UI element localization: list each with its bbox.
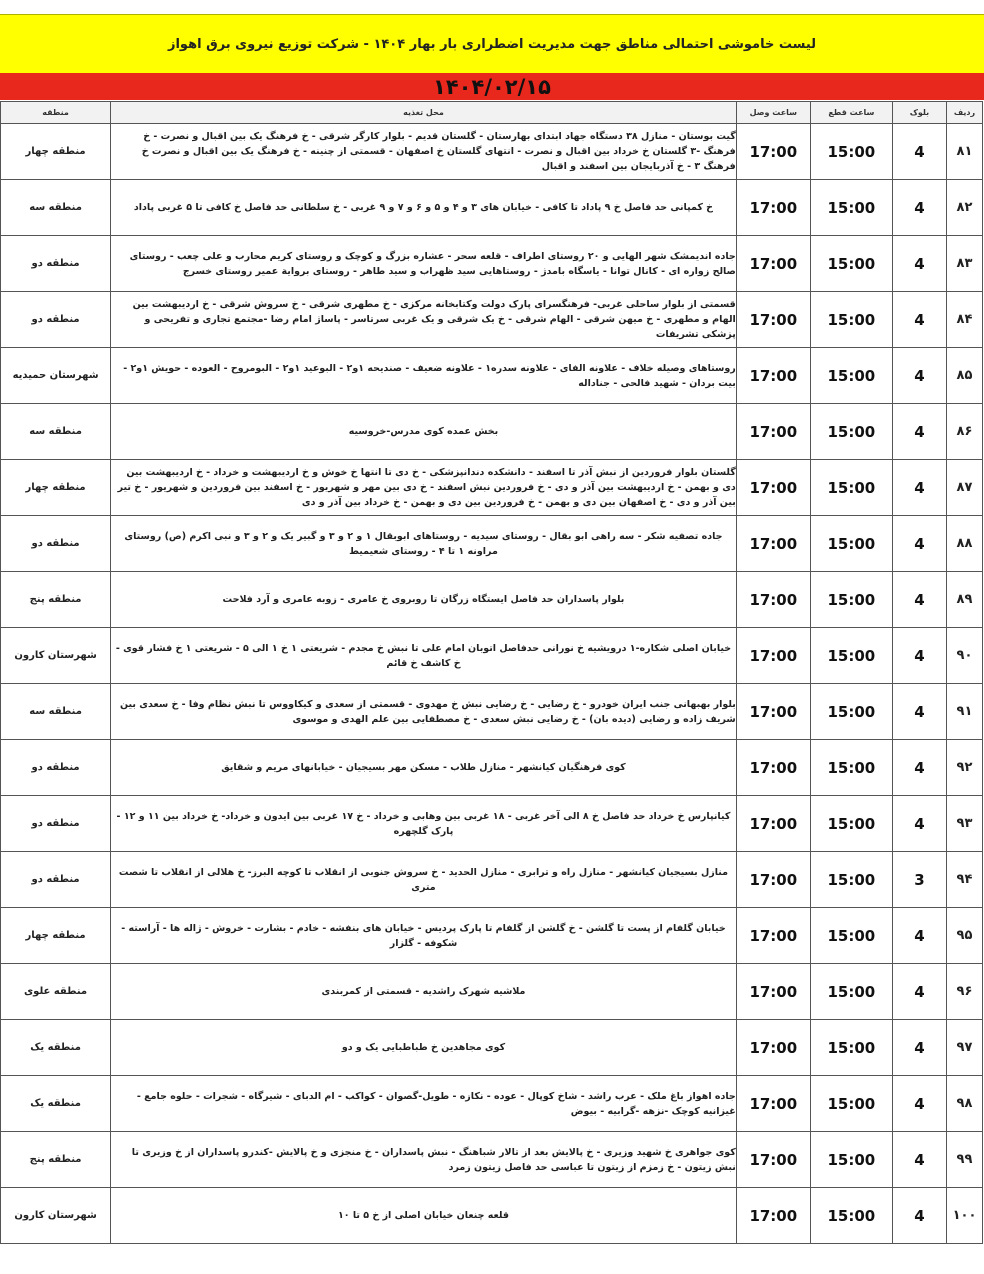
location-cell: کوی مجاهدین خ طباطبایی یک و دو <box>111 1020 737 1076</box>
table-row <box>1 572 983 628</box>
row-number-cell: ۸۵ <box>946 348 982 404</box>
cut-time-cell: 15:00 <box>810 908 892 964</box>
document-title: لیست خاموشی احتمالی مناطق جهت مدیریت اضطراری بار بهار ۱۴۰۴ - شرکت توزیع نیروی برق اهواز <box>0 14 984 74</box>
region-cell: شهرستان حمیدیه <box>1 348 111 404</box>
block-cell: 4 <box>892 1188 946 1244</box>
row-number-cell: ۸۷ <box>946 460 982 516</box>
cut-time-cell: 15:00 <box>810 460 892 516</box>
location-cell: قلعه چنعان خیابان اصلی از خ ۵ تا ۱۰ <box>111 1188 737 1244</box>
cut-time-cell: 15:00 <box>810 1020 892 1076</box>
row-number-cell: ۹۳ <box>946 796 982 852</box>
table-row <box>1 460 983 516</box>
cut-time-cell: 15:00 <box>810 236 892 292</box>
connect-time-cell: 17:00 <box>736 292 810 348</box>
cut-time-cell: 15:00 <box>810 796 892 852</box>
block-cell: 4 <box>892 404 946 460</box>
cut-time-cell: 15:00 <box>810 964 892 1020</box>
row-number-cell: ۹۷ <box>946 1020 982 1076</box>
block-cell: 3 <box>892 852 946 908</box>
header-location: محل تغذیه <box>111 102 737 124</box>
region-cell: منطقه سه <box>1 684 111 740</box>
block-cell: 4 <box>892 572 946 628</box>
connect-time-cell: 17:00 <box>736 796 810 852</box>
location-cell: جاده اهواز باغ ملک - عرب راشد - شاخ کوپال - عوده - نکازه - طویل-گصوان - کواکب - ام الدبای - شیرگاه - شجرات - حلوه جامع - غیزانیه کوچک -نزهه -گرابیه - بیوض <box>111 1076 737 1132</box>
region-cell: منطقه دو <box>1 852 111 908</box>
table-row <box>1 628 983 684</box>
cut-time-cell: 15:00 <box>810 1132 892 1188</box>
cut-time-cell: 15:00 <box>810 348 892 404</box>
cut-time-cell: 15:00 <box>810 1076 892 1132</box>
block-cell: 4 <box>892 460 946 516</box>
location-cell: جاده اندیمشک شهر الهایی و ۲۰ روستای اطراف - قلعه سحر - عشاره بزرگ و کوچک و روستای کریم محارب و علی چعب - روستای صالح زواره ای - کانال توانا - یاسگاه بامدژ - روستاهایی سید ظهراب و سید طاهر - روستای برواية عمیر روستای خسرج <box>111 236 737 292</box>
table-row <box>1 684 983 740</box>
connect-time-cell: 17:00 <box>736 628 810 684</box>
row-number-cell: ۸۳ <box>946 236 982 292</box>
region-cell: منطقه دو <box>1 796 111 852</box>
region-cell: منطقه دو <box>1 292 111 348</box>
block-cell: 4 <box>892 124 946 180</box>
block-cell: 4 <box>892 292 946 348</box>
table-row <box>1 852 983 908</box>
table-row <box>1 964 983 1020</box>
header-cut-time: ساعت قطع <box>810 102 892 124</box>
region-cell: منطقه علوی <box>1 964 111 1020</box>
table-row <box>1 404 983 460</box>
block-cell: 4 <box>892 908 946 964</box>
location-cell: قسمتی از بلوار ساحلی غربی- فرهنگسرای پارک دولت وکتابخانه مرکزی - خ مطهری شرقی - خ سروش شرقی - خ اردیبهشت بین الهام و مطهری - خ میهن شرقی - الهام شرقی - خ یک شرقی و یک غربی سرتاسر - پاساژ امام رضا -مجتمع تجاری و تفریحی و پزشکی تشریفات <box>111 292 737 348</box>
location-cell: بلوار پاسداران حد فاصل ایستگاه زرگان تا روبروی خ عامری - زوبه عامری و آرد فلاحت <box>111 572 737 628</box>
region-cell: شهرستان کارون <box>1 628 111 684</box>
connect-time-cell: 17:00 <box>736 404 810 460</box>
connect-time-cell: 17:00 <box>736 1188 810 1244</box>
table-row <box>1 908 983 964</box>
block-cell: 4 <box>892 348 946 404</box>
connect-time-cell: 17:00 <box>736 908 810 964</box>
block-cell: 4 <box>892 796 946 852</box>
cut-time-cell: 15:00 <box>810 180 892 236</box>
connect-time-cell: 17:00 <box>736 516 810 572</box>
row-number-cell: ۹۸ <box>946 1076 982 1132</box>
region-cell: منطقه چهار <box>1 124 111 180</box>
location-cell: بخش عمده کوی مدرس-خروسیه <box>111 404 737 460</box>
connect-time-cell: 17:00 <box>736 572 810 628</box>
header-connect-time: ساعت وصل <box>736 102 810 124</box>
region-cell: منطقه یک <box>1 1076 111 1132</box>
cut-time-cell: 15:00 <box>810 292 892 348</box>
connect-time-cell: 17:00 <box>736 684 810 740</box>
region-cell: منطقه چهار <box>1 908 111 964</box>
cut-time-cell: 15:00 <box>810 740 892 796</box>
region-cell: منطقه سه <box>1 404 111 460</box>
connect-time-cell: 17:00 <box>736 124 810 180</box>
block-cell: 4 <box>892 180 946 236</box>
table-row <box>1 740 983 796</box>
region-cell: منطقه پنج <box>1 572 111 628</box>
connect-time-cell: 17:00 <box>736 964 810 1020</box>
connect-time-cell: 17:00 <box>736 1076 810 1132</box>
row-number-cell: ۹۵ <box>946 908 982 964</box>
header-row-number: ردیف <box>946 102 982 124</box>
table-row <box>1 516 983 572</box>
row-number-cell: ۹۶ <box>946 964 982 1020</box>
row-number-cell: ۸۸ <box>946 516 982 572</box>
block-cell: 4 <box>892 1076 946 1132</box>
row-number-cell: ۱۰۰ <box>946 1188 982 1244</box>
cut-time-cell: 15:00 <box>810 404 892 460</box>
table-row <box>1 796 983 852</box>
location-cell: خ کمپانی حد فاصل خ ۹ پاداد تا کافی - خیابان های ۳ و ۴ و ۵ و ۶ و ۷ و ۹ غربی - خ سلطانی حد فاصل خ کافی تا ۵ غربی پاداد <box>111 180 737 236</box>
outage-table <box>0 101 983 1244</box>
block-cell: 4 <box>892 1132 946 1188</box>
table-row <box>1 348 983 404</box>
block-cell: 4 <box>892 1020 946 1076</box>
row-number-cell: ۸۱ <box>946 124 982 180</box>
location-cell: خیابان گلفام از پست تا گلشن - خ گلشن از گلفام تا پارک پردیس - خیابان های بنفشه - خادم - بشارت - خروش - ژاله ها - آراسته - شکوفه - گلزار <box>111 908 737 964</box>
region-cell: منطقه دو <box>1 236 111 292</box>
table-row <box>1 1188 983 1244</box>
location-cell: منازل بسیجیان کیانشهر - منازل راه و ترابری - منازل الحدید - خ سروش جنوبی از انقلاب تا کوچه البرز- خ هلالی از انقلاب تا شصت متری <box>111 852 737 908</box>
table-row <box>1 1020 983 1076</box>
connect-time-cell: 17:00 <box>736 1020 810 1076</box>
location-cell: کوی فرهنگیان کیانشهر - منازل طلاب - مسکن مهر بسیجیان - خیابانهای مریم و شقایق <box>111 740 737 796</box>
connect-time-cell: 17:00 <box>736 180 810 236</box>
location-cell: گلستان بلوار فروردین از نبش آذر تا اسفند - دانشکده دندانپزشکی - خ دی تا انتها خ خوش و خ اردیبهشت و خرداد - خ اردیبهشت بین دی و بهمن - خ اردیبهشت بین آذر و دی - خ فروردین نبش اسفند - خ دی بین مهر و شهریور - خ اسفند بین فروردین و شهریور - خ تیر بین آذر و دی - خ اصفهان بین دی و بهمن - خ فروردین بین دی و بهمن - خ خرداد بین آذر و دی <box>111 460 737 516</box>
table-row <box>1 236 983 292</box>
table-row <box>1 1132 983 1188</box>
location-cell: کوی جواهری خ شهید وزیری - خ پالایش بعد از تالار شباهنگ - نبش پاسداران - خ منجزی و خ پالایش -کندرو پاسداران از خ وزیری تا نبش زیتون - خ زمزم از زیتون تا عباسی حد فاصل زیتون زمرد <box>111 1132 737 1188</box>
location-cell: بلوار بهبهانی جنب ایران خودرو - خ رضایی - خ رضایی نبش خ مهدوی - قسمتی از سعدی و کیکاووس تا نبش نظام وفا - خ سعدی بین شریف زاده و رضایی (دیده بان) - خ رضایی نبش سعدی - خ مصطفایی بین علم الهدی و موسوی <box>111 684 737 740</box>
connect-time-cell: 17:00 <box>736 460 810 516</box>
row-number-cell: ۸۹ <box>946 572 982 628</box>
block-cell: 4 <box>892 236 946 292</box>
table-row <box>1 124 983 180</box>
location-cell: گیت بوستان - منازل ۳۸ دستگاه جهاد ابتدای بهارستان - گلستان قدیم - بلوار کارگر شرقی - خ فرهنگ یک بین اقبال و نصرت - خ فرهنگ -۳ گلستان خ خرداد بین اقبال و نصرت - انتهای گلستان خ اصفهان - قسمتی از چنینه - خ فرهنگ یک بین اقبال و نصرت خ فرهنگ ۳ - خ آذربایجان بین اسفند و اقبال <box>111 124 737 180</box>
row-number-cell: ۹۹ <box>946 1132 982 1188</box>
table-header-row <box>1 102 983 124</box>
block-cell: 4 <box>892 964 946 1020</box>
region-cell: منطقه چهار <box>1 460 111 516</box>
header-region: منطقه <box>1 102 111 124</box>
region-cell: منطقه پنج <box>1 1132 111 1188</box>
cut-time-cell: 15:00 <box>810 572 892 628</box>
region-cell: شهرستان کارون <box>1 1188 111 1244</box>
table-row <box>1 1076 983 1132</box>
row-number-cell: ۹۰ <box>946 628 982 684</box>
block-cell: 4 <box>892 628 946 684</box>
block-cell: 4 <box>892 516 946 572</box>
row-number-cell: ۹۲ <box>946 740 982 796</box>
location-cell: خیابان اصلی شکاره-۱ درویشیه خ نورانی حدفاصل اتوبان امام علی تا نبش خ مجدم - شریعتی ۱ خ ۱ الی ۵ - شریعتی ۱ خ فشار قوی - خ کاشف خ قائم <box>111 628 737 684</box>
location-cell: کیانپارس خ خرداد حد فاصل خ ۸ الی آخر غربی - ۱۸ غربی بین وهابی و خرداد - خ ۱۷ غربی بین ایدون و خرداد- خ خرداد بین ۱۱ و ۱۲ - پارک گلچهره <box>111 796 737 852</box>
header-block: بلوک <box>892 102 946 124</box>
connect-time-cell: 17:00 <box>736 1132 810 1188</box>
connect-time-cell: 17:00 <box>736 236 810 292</box>
table-row <box>1 292 983 348</box>
cut-time-cell: 15:00 <box>810 628 892 684</box>
row-number-cell: ۹۱ <box>946 684 982 740</box>
location-cell: جاده تصفیه شکر - سه راهی ابو بقال - روستای سیدیه - روستاهای ابوبقال ۱ و ۲ و ۳ و گبیر یک و ۲ و ۳ و نبی اکرم (ص) روستای مراونه ۱ تا ۴ - روستای شعیمیط <box>111 516 737 572</box>
row-number-cell: ۸۲ <box>946 180 982 236</box>
block-cell: 4 <box>892 740 946 796</box>
table-row <box>1 180 983 236</box>
cut-time-cell: 15:00 <box>810 1188 892 1244</box>
region-cell: منطقه دو <box>1 740 111 796</box>
cut-time-cell: 15:00 <box>810 124 892 180</box>
row-number-cell: ۹۴ <box>946 852 982 908</box>
block-cell: 4 <box>892 684 946 740</box>
connect-time-cell: 17:00 <box>736 348 810 404</box>
cut-time-cell: 15:00 <box>810 684 892 740</box>
region-cell: منطقه سه <box>1 180 111 236</box>
row-number-cell: ۸۴ <box>946 292 982 348</box>
row-number-cell: ۸۶ <box>946 404 982 460</box>
cut-time-cell: 15:00 <box>810 516 892 572</box>
connect-time-cell: 17:00 <box>736 852 810 908</box>
date-banner: ۱۴۰۴/۰۲/۱۵ <box>0 73 984 100</box>
connect-time-cell: 17:00 <box>736 740 810 796</box>
cut-time-cell: 15:00 <box>810 852 892 908</box>
location-cell: روستاهای وصیله خلاف - علاونه الفای - علاونه سدره۱ - علاونه ضعیف - صندیحه ۱و۲ - البوعید ۱و۲ - البومروح - العوده - حویش ۱و۲ - بیت بردان - شهید فالحی - جناداله <box>111 348 737 404</box>
location-cell: ملاشیه شهرک راشدیه - قسمتی از کمربندی <box>111 964 737 1020</box>
region-cell: منطقه دو <box>1 516 111 572</box>
region-cell: منطقه یک <box>1 1020 111 1076</box>
